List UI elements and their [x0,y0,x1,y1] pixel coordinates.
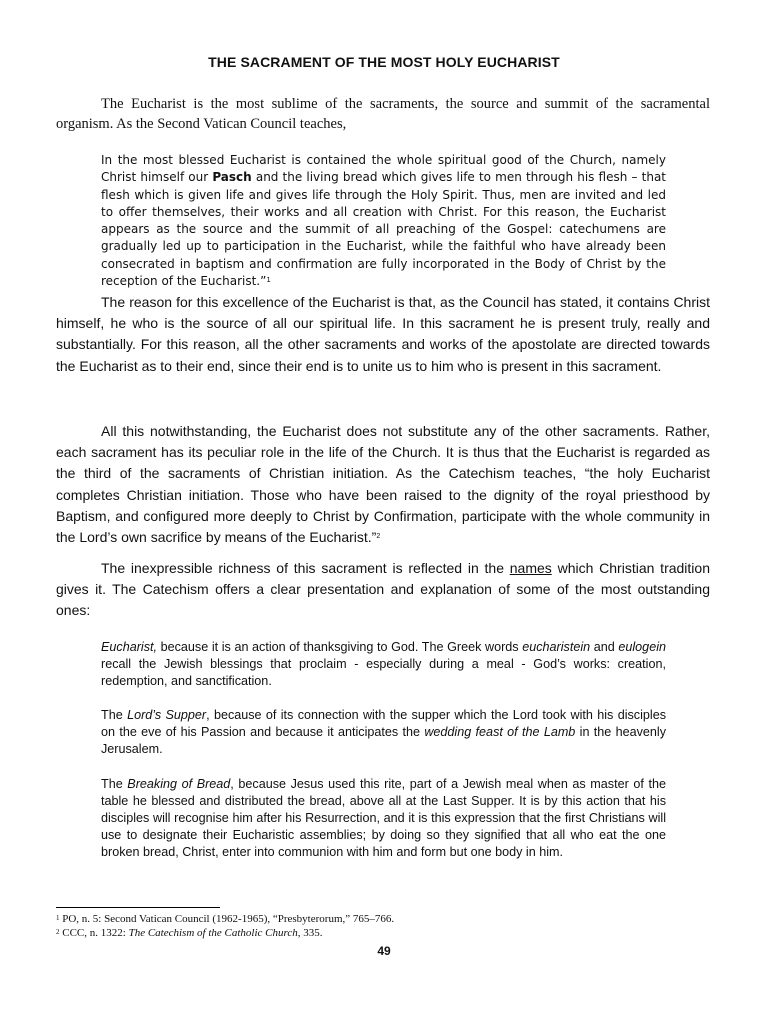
term-eulogein: eulogein [618,640,666,654]
paragraph-names [56,558,710,622]
quote-text-a: In the most blessed Eucharist is contained the whole spiritual good of the Church, namely Christ himself our [101,153,666,185]
term-lords-supper: Lord’s Supper [127,708,207,722]
quote-bold-pasch: Pasch [212,170,252,185]
block2-text-2: , because of its connection with the supper which the Lord took with his disciples on the eve of his Passion and because it anticipates the [101,708,666,739]
quote-text-b: and the living bread which gives life to men through his flesh – that flesh which is given life and gives life through the Holy Spirit. Thus, men are invited and led to offer themselves, their works and all creation with Christ. For this reason, the Eucharist appears as the source and the summit of all preaching of the Gospel: catechumens are gradually led up to participation in the Eucharist, while the faithful who have already been consecrated in baptism and confirmation are fully incorporated in the Body of Christ by the reception of the Eucharist.” [101,170,666,289]
block3-text-2: , because Jesus used this rite, part of a Jewish meal when as master of the table he blessed and distributed the bread, above all at the Last Supper. It is by this action that his disciples will recognise him after his Resurrection, and it is this expression that the first Christians will use to designate their Eucharistic assemblies; by doing so they signified that all who eat the one broken bread, Christ, enter into communion with him and form but one body in him. [101,777,666,859]
paragraph-excellence: The reason for this excellence of the Eucharist is that, as the Council has stated, it contains Christ himself, he who is the source of all our spiritual life. In this sacrament he is present truly, really and substantially. For this reason, all the other sacraments and works of the apostolate are directed towards the Eucharist as to their end, since their end is to unite us to him who is present in this sacrament. [56,294,710,374]
term-breaking-of-bread: Breaking of Bread [127,777,231,791]
term-eucharist: Eucharist, [101,640,157,654]
name-lords-supper-block [101,707,666,758]
footnote-2-text-a: CCC, n. 1322: [59,927,129,939]
footnote-1 [56,913,712,926]
footnote-divider [56,907,220,908]
page-title: THE SACRAMENT OF THE MOST HOLY EUCHARIST [208,54,560,70]
block2-text-3: in the heavenly Jerusalem. [101,725,666,756]
block2-text-1: The [101,708,128,722]
paragraph-initiation [56,421,710,548]
paragraph-intro: The Eucharist is the most sublime of the sacraments, the source and summit of the sacramental organism. As the Second Vatican Council teaches, [56,96,710,132]
footnote-2-text-b: , 335. [297,927,323,939]
block-quote-vatican [101,152,666,290]
footnote-2-title: The Catechism of the Catholic Church [128,927,298,939]
footnote-2 [56,927,712,940]
name-breaking-of-bread-block [101,776,666,861]
term-wedding-feast: wedding feast of the Lamb [424,725,576,739]
paragraph-names-b: which Christian tradition gives it. The Catechism offers a clear presentation and explanation of some of the most outstanding ones: [56,560,710,619]
paragraph-names-a: The inexpressible richness of this sacrament is reflected in the [101,560,510,576]
block1-text-2: and [590,640,619,654]
term-eucharistein: eucharistein [522,640,591,654]
footnote-ref-1: 1 [266,276,271,285]
page-number: 49 [377,944,391,958]
paragraph-initiation-text: All this notwithstanding, the Eucharist does not substitute any of the other sacraments. Rather, each sacrament has its peculiar role in the life of the Church. It is thus that the Eucharist is regarded as the third of the sacraments of Christian initiation. As the Catechism teaches, “the holy Eucharist completes Christian initiation. Those who have been raised to the dignity of the royal priesthood by Baptism, and configured more deeply to Christ by Confirmation, participate with the whole community in the Lord’s own sacrifice by means of the Eucharist.” [56,423,710,546]
name-eucharist-block [101,639,666,690]
block1-text-3: recall the Jewish blessings that proclaim - especially during a meal - God’s works: creation, redemption, and sanctification. [101,657,666,688]
footnote-1-text: PO, n. 5: Second Vatican Council (1962-1965), “Presbyterorum,” 765–766. [59,913,395,925]
footnote-2-mark: 2 [56,928,60,936]
footnote-1-mark: 1 [56,914,60,922]
names-underlined: names [509,560,552,576]
block1-text-1: because it is an action of thanksgiving to God. The Greek words [157,640,523,654]
footnote-ref-2: 2 [376,533,381,541]
block3-text-1: The [101,777,128,791]
